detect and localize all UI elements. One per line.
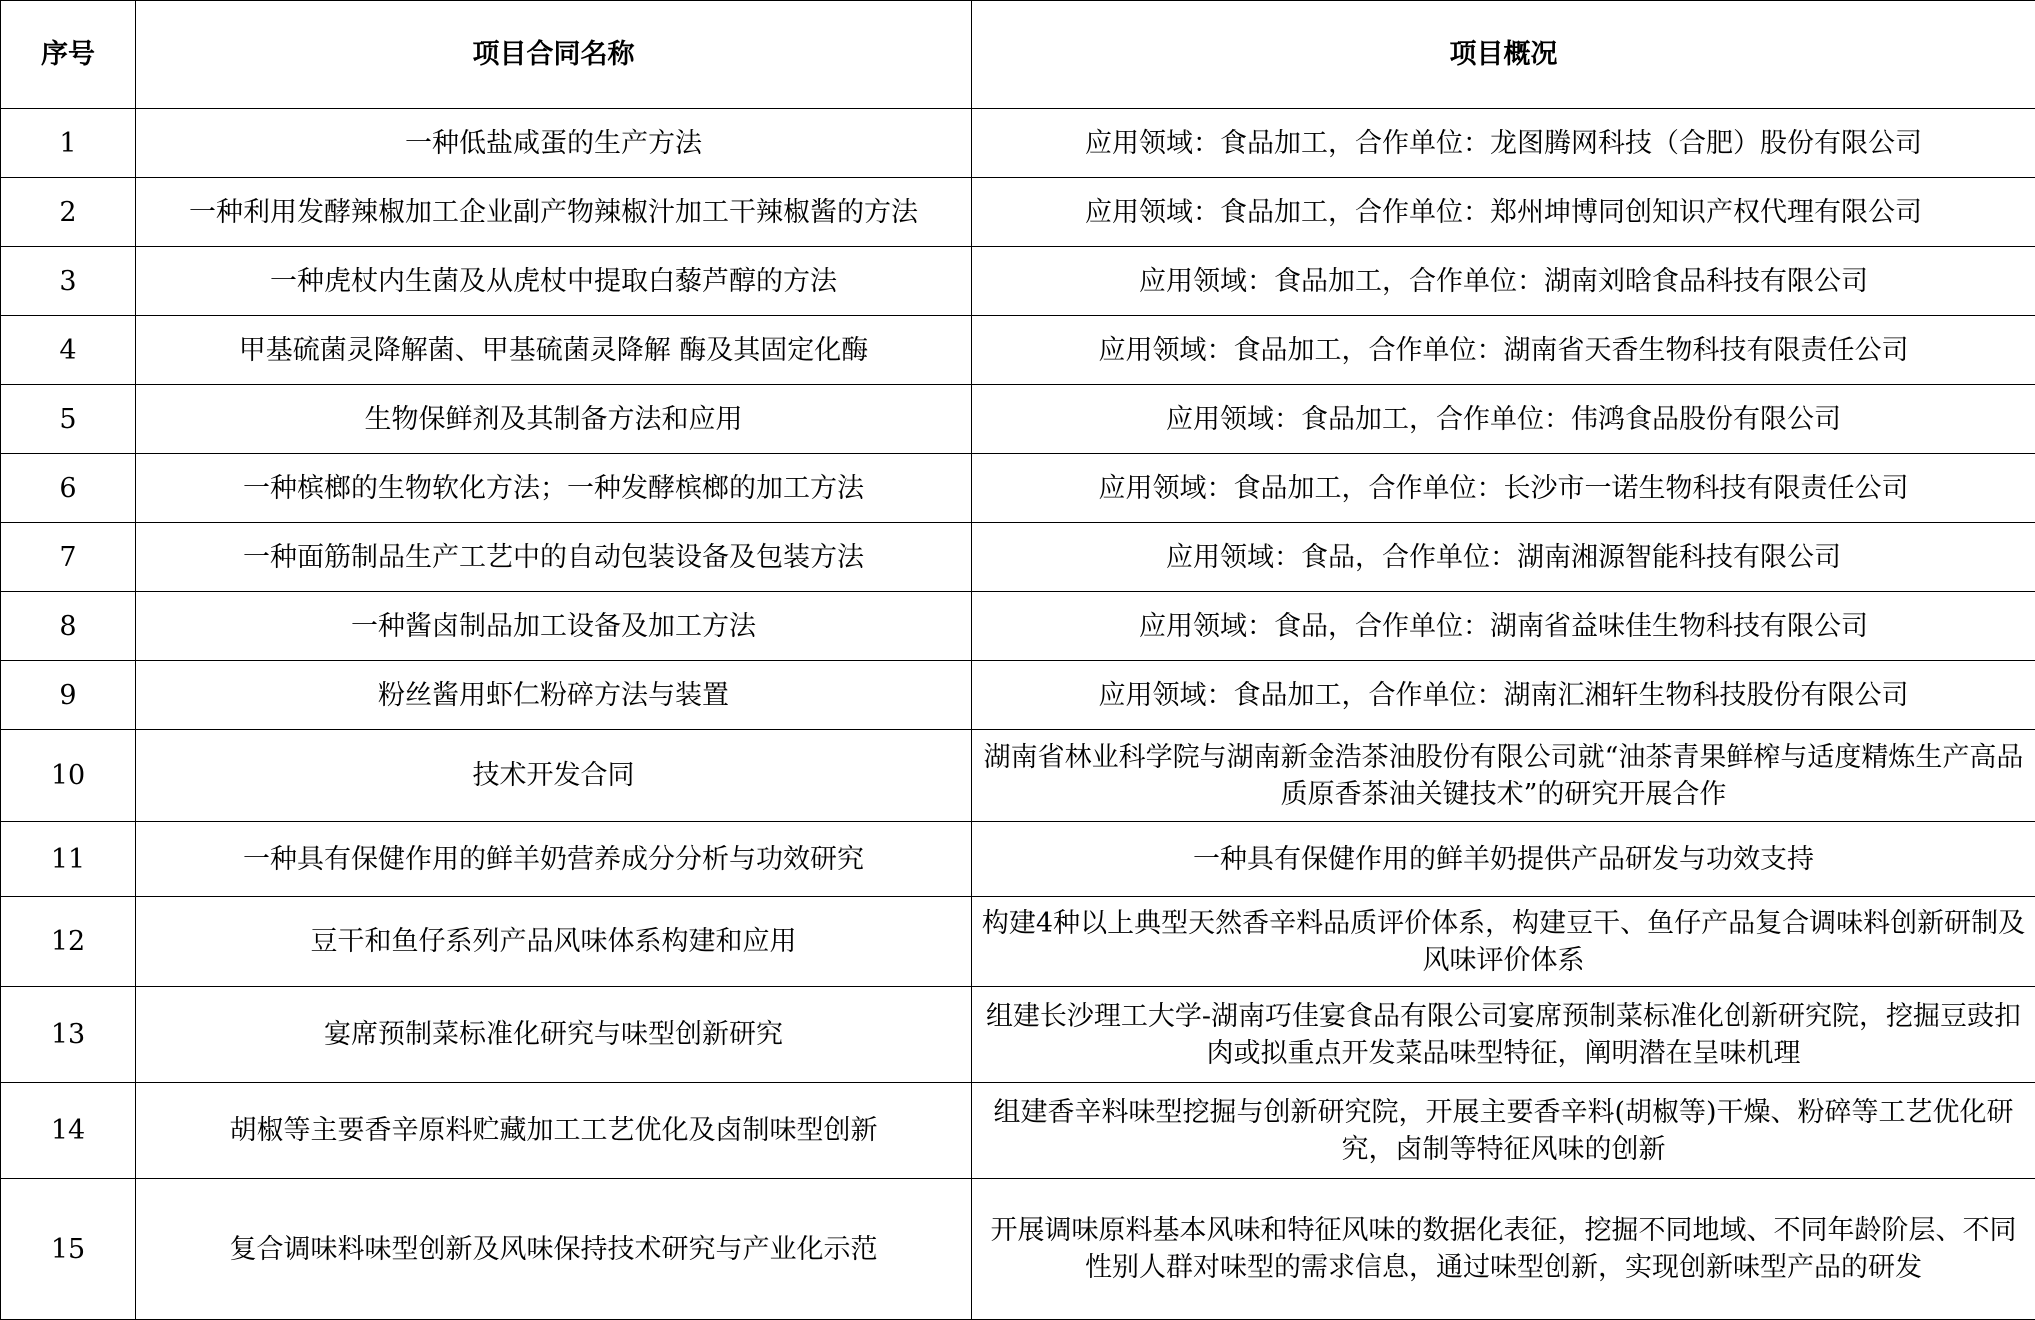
table-row	[1, 109, 2035, 178]
cell-contract-name: 一种面筋制品生产工艺中的自动包装设备及包装方法	[136, 523, 972, 592]
cell-project-summary: 应用领域：食品加工，合作单位：湖南刘晗食品科技有限公司	[972, 247, 2035, 316]
table-row	[1, 316, 2035, 385]
cell-contract-name: 宴席预制菜标准化研究与味型创新研究	[136, 987, 972, 1083]
cell-contract-name: 粉丝酱用虾仁粉碎方法与装置	[136, 661, 972, 730]
cell-project-summary: 组建长沙理工大学-湖南巧佳宴食品有限公司宴席预制菜标准化创新研究院，挖掘豆豉扣肉或拟重点开发菜品味型特征，阐明潜在呈味机理	[972, 987, 2035, 1083]
cell-contract-name: 一种利用发酵辣椒加工企业副产物辣椒汁加工干辣椒酱的方法	[136, 178, 972, 247]
cell-project-summary: 组建香辛料味型挖掘与创新研究院，开展主要香辛料(胡椒等)干燥、粉碎等工艺优化研究，卤制等特征风味的创新	[972, 1083, 2035, 1179]
cell-project-summary: 应用领域：食品加工，合作单位：湖南省天香生物科技有限责任公司	[972, 316, 2035, 385]
header-project-summary: 项目概况	[972, 1, 2035, 109]
cell-serial-number: 12	[1, 897, 136, 987]
cell-contract-name: 一种槟榔的生物软化方法；一种发酵槟榔的加工方法	[136, 454, 972, 523]
header-serial-number: 序号	[1, 1, 136, 109]
cell-project-summary: 湖南省林业科学院与湖南新金浩茶油股份有限公司就“油茶青果鲜榨与适度精炼生产高品质原香茶油关键技术”的研究开展合作	[972, 730, 2035, 822]
cell-contract-name: 生物保鲜剂及其制备方法和应用	[136, 385, 972, 454]
cell-project-summary: 应用领域：食品加工，合作单位：郑州坤博同创知识产权代理有限公司	[972, 178, 2035, 247]
cell-project-summary: 应用领域：食品，合作单位：湖南湘源智能科技有限公司	[972, 523, 2035, 592]
cell-project-summary: 应用领域：食品加工，合作单位：伟鸿食品股份有限公司	[972, 385, 2035, 454]
table-row	[1, 1179, 2035, 1320]
cell-serial-number: 5	[1, 385, 136, 454]
cell-project-summary: 一种具有保健作用的鲜羊奶提供产品研发与功效支持	[972, 822, 2035, 897]
cell-serial-number: 9	[1, 661, 136, 730]
table-row	[1, 897, 2035, 987]
cell-contract-name: 豆干和鱼仔系列产品风味体系构建和应用	[136, 897, 972, 987]
cell-project-summary: 应用领域：食品加工，合作单位：龙图腾网科技（合肥）股份有限公司	[972, 109, 2035, 178]
table-row	[1, 523, 2035, 592]
cell-serial-number: 2	[1, 178, 136, 247]
table-row	[1, 454, 2035, 523]
cell-serial-number: 13	[1, 987, 136, 1083]
cell-serial-number: 7	[1, 523, 136, 592]
table-row	[1, 730, 2035, 822]
cell-contract-name: 复合调味料味型创新及风味保持技术研究与产业化示范	[136, 1179, 972, 1320]
cell-contract-name: 一种虎杖内生菌及从虎杖中提取白藜芦醇的方法	[136, 247, 972, 316]
cell-serial-number: 3	[1, 247, 136, 316]
cell-contract-name: 胡椒等主要香辛原料贮藏加工工艺优化及卤制味型创新	[136, 1083, 972, 1179]
cell-project-summary: 应用领域：食品加工，合作单位：长沙市一诺生物科技有限责任公司	[972, 454, 2035, 523]
table-header-row	[1, 1, 2035, 109]
cell-serial-number: 6	[1, 454, 136, 523]
table-row	[1, 247, 2035, 316]
cell-serial-number: 14	[1, 1083, 136, 1179]
cell-contract-name: 一种具有保健作用的鲜羊奶营养成分分析与功效研究	[136, 822, 972, 897]
table-row	[1, 661, 2035, 730]
cell-contract-name: 甲基硫菌灵降解菌、甲基硫菌灵降解 酶及其固定化酶	[136, 316, 972, 385]
table-row	[1, 987, 2035, 1083]
cell-serial-number: 10	[1, 730, 136, 822]
table-row	[1, 385, 2035, 454]
cell-project-summary: 应用领域：食品，合作单位：湖南省益味佳生物科技有限公司	[972, 592, 2035, 661]
cell-serial-number: 15	[1, 1179, 136, 1320]
cell-project-summary: 应用领域：食品加工，合作单位：湖南汇湘轩生物科技股份有限公司	[972, 661, 2035, 730]
cell-contract-name: 一种酱卤制品加工设备及加工方法	[136, 592, 972, 661]
header-contract-name: 项目合同名称	[136, 1, 972, 109]
table-row	[1, 592, 2035, 661]
cell-contract-name: 一种低盐咸蛋的生产方法	[136, 109, 972, 178]
table-row	[1, 178, 2035, 247]
cell-serial-number: 8	[1, 592, 136, 661]
cell-project-summary: 构建4种以上典型天然香辛料品质评价体系，构建豆干、鱼仔产品复合调味料创新研制及风味评价体系	[972, 897, 2035, 987]
cell-serial-number: 1	[1, 109, 136, 178]
cell-serial-number: 4	[1, 316, 136, 385]
cell-project-summary: 开展调味原料基本风味和特征风味的数据化表征，挖掘不同地域、不同年龄阶层、不同性别人群对味型的需求信息，通过味型创新，实现创新味型产品的研发	[972, 1179, 2035, 1320]
table-row	[1, 822, 2035, 897]
table-row	[1, 1083, 2035, 1179]
cell-contract-name: 技术开发合同	[136, 730, 972, 822]
cell-serial-number: 11	[1, 822, 136, 897]
